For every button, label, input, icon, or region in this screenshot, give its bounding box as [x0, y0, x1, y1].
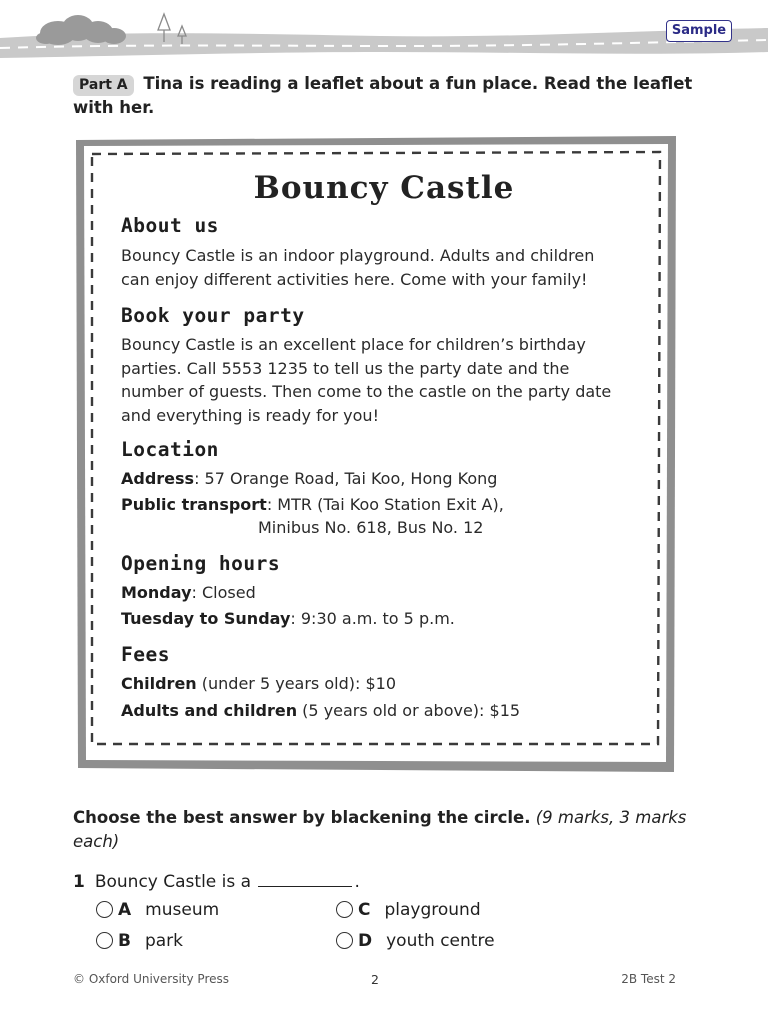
question-instruction [73, 806, 693, 854]
transport-row [121, 494, 504, 516]
option-text: park [144, 931, 184, 951]
party-line: parties. Call 5553 1235 to tell us the party date and the [121, 358, 570, 378]
about-line: can enjoy different activities here. Come with your family! [121, 269, 588, 289]
party-heading: Book your party [121, 304, 305, 327]
location-heading: Location [121, 438, 219, 461]
question-1-stem [73, 868, 360, 894]
monday-row [121, 582, 256, 604]
answer-circle-icon[interactable] [336, 932, 353, 949]
option-c[interactable] [336, 898, 481, 922]
about-paragraph [121, 244, 621, 291]
option-text: playground [384, 900, 481, 920]
adults-fee-row [121, 700, 520, 722]
children-fee-label: Children [121, 674, 197, 693]
part-a-tag: Part A [73, 75, 134, 96]
option-text: youth centre [386, 931, 495, 951]
instruction-marks: (9 marks, 3 marks each) [73, 808, 687, 851]
answer-circle-icon[interactable] [336, 901, 353, 918]
header-road-illustration [0, 0, 768, 70]
option-letter: D [358, 931, 373, 951]
address-row [121, 468, 497, 490]
answer-blank [258, 868, 352, 887]
option-letter: C [358, 900, 371, 920]
answer-circle-icon[interactable] [96, 932, 113, 949]
children-fee-value: (under 5 years old): $10 [196, 674, 396, 693]
adults-fee-label: Adults and children [121, 701, 298, 720]
address-value: : 57 Orange Road, Tai Koo, Hong Kong [194, 469, 498, 488]
footer-page-number: 2 [371, 972, 379, 987]
hours-heading: Opening hours [121, 552, 281, 575]
tuesday-row [121, 608, 455, 630]
option-d[interactable] [336, 929, 495, 953]
transport-value: : MTR (Tai Koo Station Exit A), [266, 495, 504, 514]
part-a-instruction [73, 72, 693, 120]
monday-label: Monday [121, 583, 192, 602]
option-letter: B [118, 931, 131, 951]
question-stem: Bouncy Castle is a [94, 872, 252, 892]
option-b[interactable] [96, 929, 183, 953]
sample-badge: Sample [666, 20, 732, 42]
party-line: number of guests. Then come to the castle on the party date [121, 382, 612, 401]
option-a[interactable] [96, 898, 219, 922]
footer-test-label: 2B Test 2 [621, 972, 676, 986]
tuesday-label: Tuesday to Sunday [121, 609, 291, 628]
tuesday-value: : 9:30 a.m. to 5 p.m. [290, 609, 455, 628]
monday-value: : Closed [191, 583, 256, 602]
transport-label: Public transport [121, 495, 267, 514]
part-a-text: Tina is reading a leaflet about a fun place. Read the leaflet with her. [73, 74, 693, 117]
transport-value-cont: Minibus No. 618, Bus No. 12 [258, 518, 484, 537]
bush-icon [36, 15, 126, 45]
about-heading: About us [121, 214, 219, 237]
option-text: museum [145, 900, 220, 920]
transport-row-cont [258, 517, 483, 539]
about-line: Bouncy Castle is an indoor playground. Adults and children [121, 246, 595, 265]
party-paragraph [121, 333, 621, 427]
footer-copyright: © Oxford University Press [73, 972, 230, 986]
leaflet-title: Bouncy Castle [253, 170, 515, 206]
address-label: Address [121, 469, 195, 488]
party-line: and everything is ready for you! [121, 405, 379, 425]
fees-heading: Fees [121, 643, 170, 666]
children-fee-row [121, 673, 396, 695]
adults-fee-value: (5 years old or above): $15 [297, 701, 521, 720]
question-number: 1 [73, 872, 85, 892]
answer-circle-icon[interactable] [96, 901, 113, 918]
instruction-bold: Choose the best answer by blackening the circle. [73, 808, 531, 827]
question-stem-end: . [354, 872, 360, 892]
option-letter: A [118, 900, 132, 920]
party-line: Bouncy Castle is an excellent place for children’s birthday [121, 335, 586, 354]
